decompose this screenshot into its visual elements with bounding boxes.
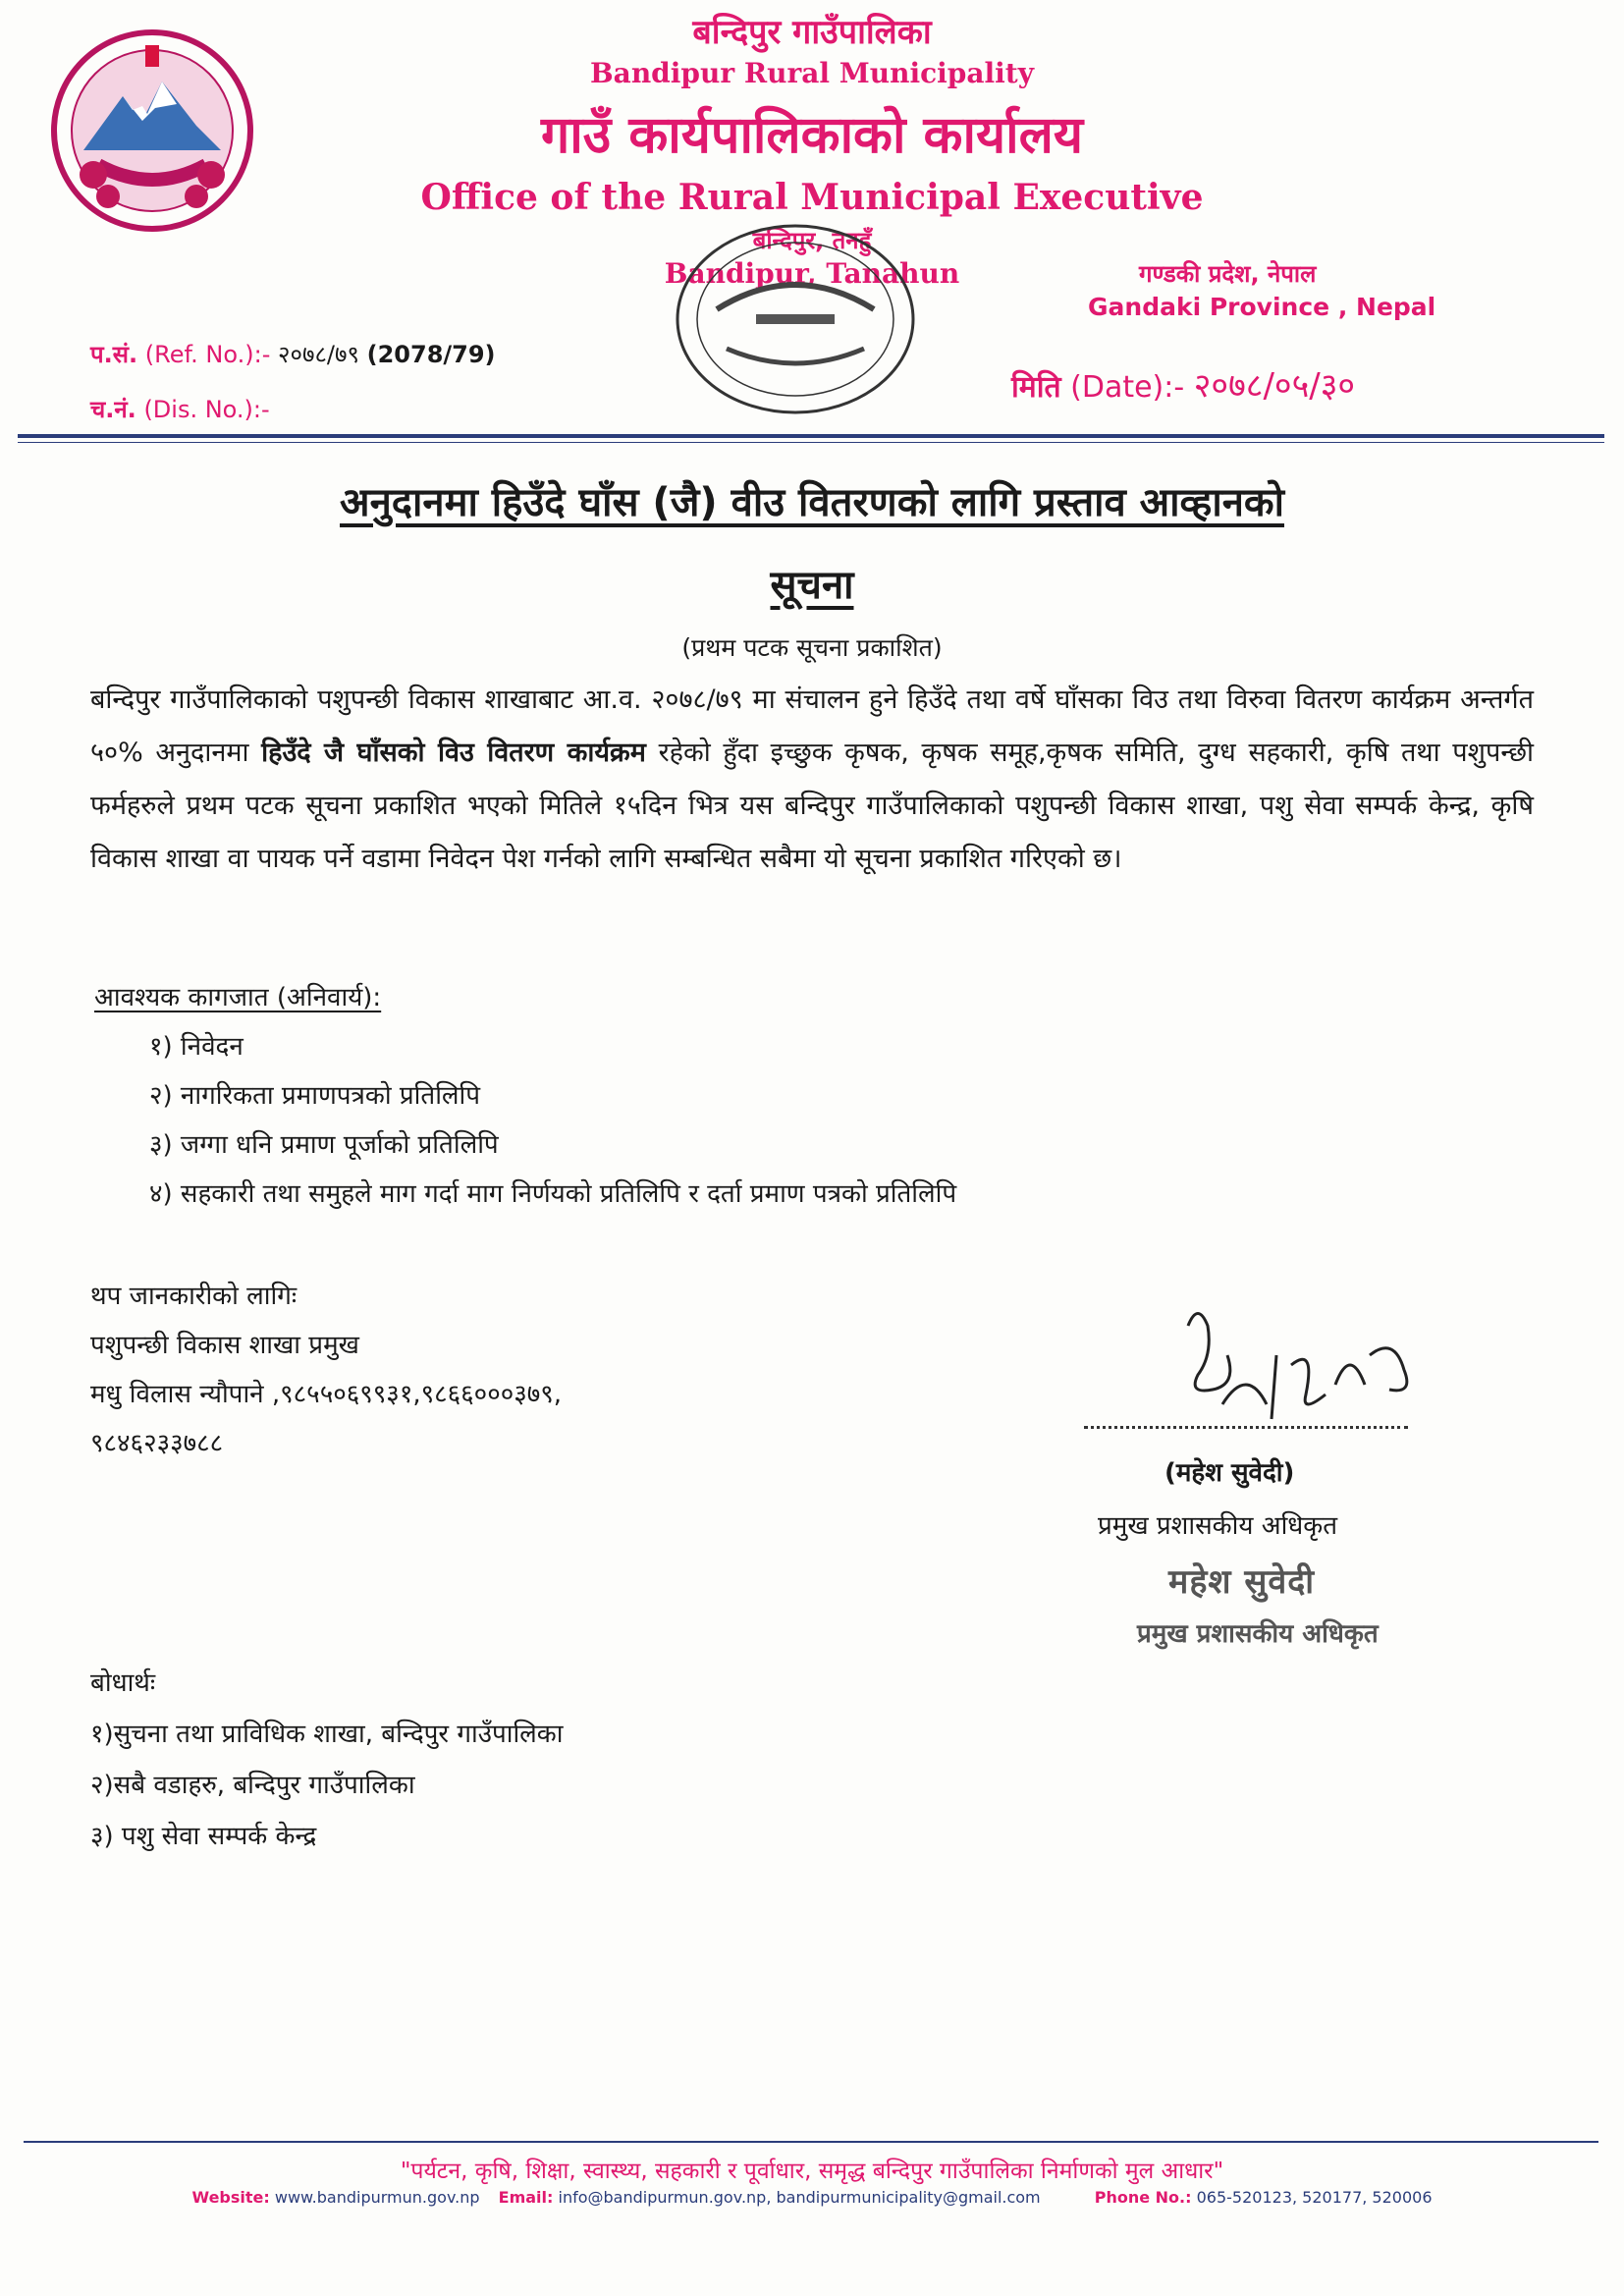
name-stamp: महेश सुवेदी xyxy=(1168,1562,1316,1602)
list-item: २)सबै वडाहरु, बन्दिपुर गाउँपालिका xyxy=(90,1771,415,1800)
header-divider xyxy=(18,434,1604,438)
list-item: १)सुचना तथा प्राविधिक शाखा, बन्दिपुर गाउँपालिका xyxy=(90,1720,564,1749)
footer-motto: "पर्यटन, कृषि, शिक्षा, स्वास्थ्य, सहकारी र पूर्वाधार, समृद्ध बन्दिपुर गाउँपालिका निर्माणको मुल आधार" xyxy=(400,2159,1224,2184)
notice-title-word: सूचना xyxy=(770,563,854,608)
municipality-name-np: बन्दिपुर गाउँपालिका xyxy=(692,13,932,52)
notice-subtitle: (प्रथम पटक सूचना प्रकाशित) xyxy=(681,633,943,662)
title-stamp: प्रमुख प्रशासकीय अधिकृत xyxy=(1137,1619,1379,1649)
email-label: Email: xyxy=(498,2188,554,2207)
header-divider-thin xyxy=(18,442,1604,443)
ref-value-en: (2078/79) xyxy=(366,341,496,368)
phone-label: Phone No.: xyxy=(1094,2188,1192,2207)
province-np: गण्डकी प्रदेश, नेपाल xyxy=(1139,260,1317,288)
dispatch-number xyxy=(90,393,270,425)
cc-heading: बोधार्थः xyxy=(90,1668,156,1698)
contact-heading: थप जानकारीको लागिः xyxy=(90,1282,298,1311)
date-label-np: मिति xyxy=(1011,370,1061,405)
dis-label-en: (Dis. No.):- xyxy=(143,396,270,423)
reference-number xyxy=(90,338,496,370)
address-en: Bandipur, Tanahun xyxy=(664,257,960,290)
date-value: २०७८/०५/३० xyxy=(1193,366,1356,406)
contact-phone: ९८४६२३३७८८ xyxy=(90,1429,224,1458)
footer-divider xyxy=(24,2141,1598,2143)
contact-position: पशुपन्छी विकास शाखा प्रमुख xyxy=(90,1331,359,1360)
list-item: २) नागरिकता प्रमाणपत्रको प्रतिलिपि xyxy=(149,1081,481,1111)
body-text-part1: बन्दिपुर गाउँपालिकाको पशुपन्छी विकास शाखाबाट आ.व. २०७८/७९ मा संचालन हुने हिउँदे तथा वर्षे घाँसका विउ तथा विरुवा वितरण कार्यक्रम अन्तर्गत ५०% अनुदानमा xyxy=(90,684,1534,768)
required-documents-heading: आवश्यक कागजात (अनिवार्य): xyxy=(94,983,382,1012)
province-en: Gandaki Province , Nepal xyxy=(1088,293,1436,321)
phone-numbers: 065-520123, 520177, 520006 xyxy=(1196,2188,1433,2207)
ref-label-np: प.सं. xyxy=(90,341,138,368)
body-text-part2: रहेको हुँदा इच्छुक कृषक, कृषक समूह,कृषक समिति, दुग्ध सहकारी, कृषि तथा पशुपन्छी फर्महरुले प्रथम पटक सूचना प्रकाशित भएको मितिले १५दिन भित्र यस बन्दिपुर गाउँपालिकाको पशुपन्छी विकास शाखा, पशु सेवा सम्पर्क केन्द्र, कृषि विकास शाखा वा पायक पर्ने वडामा निवेदन पेश गर्नको लागि सम्बन्धित सबैमा यो सूचना प्रकाशित गरिएको छ। xyxy=(90,738,1534,874)
address-np: बन्दिपुर, तनहुँ xyxy=(752,227,872,254)
date-label-en: (Date):- xyxy=(1070,370,1185,405)
list-item: ४) सहकारी तथा समुहले माग गर्दा माग निर्णयको प्रतिलिपि र दर्ता प्रमाण पत्रको प्रतिलिपि xyxy=(149,1179,957,1209)
website-label: Website: xyxy=(191,2188,270,2207)
ref-value-np: २०७८/७९ xyxy=(278,341,359,368)
signatory-title: प्रमुख प्रशासकीय अधिकृत xyxy=(1098,1511,1338,1541)
body-text-bold: हिउँदे जै घाँसको विउ वितरण कार्यक्रम xyxy=(261,738,646,768)
office-seal-stamp xyxy=(628,201,962,457)
document-date xyxy=(1011,361,1355,407)
list-item: ३) पशु सेवा सम्पर्क केन्द्र xyxy=(90,1822,317,1851)
municipality-name-en: Bandipur Rural Municipality xyxy=(590,57,1034,89)
email-link[interactable]: info@bandipurmun.gov.np, bandipurmunicipality@gmail.com xyxy=(558,2188,1041,2207)
office-name-en: Office of the Rural Municipal Executive xyxy=(420,177,1204,218)
ref-label-en: (Ref. No.):- xyxy=(144,341,271,368)
contact-name-phone: मधु विलास न्यौपाने ,९८५५०६९९३१,९८६६०००३७९, xyxy=(90,1380,563,1409)
website-link[interactable]: www.bandipurmun.gov.np xyxy=(274,2188,480,2207)
list-item: १) निवेदन xyxy=(149,1032,244,1062)
footer-contact xyxy=(0,2188,1624,2207)
list-item: ३) जग्गा धनि प्रमाण पूर्जाको प्रतिलिपि xyxy=(149,1130,499,1160)
dis-label-np: च.नं. xyxy=(90,396,136,423)
signatory-name: (महेश सुवेदी) xyxy=(1164,1458,1295,1488)
signature-line xyxy=(1084,1426,1408,1429)
notice-body xyxy=(90,674,1534,886)
office-name-np: गाउँ कार्यपालिकाको कार्यालय xyxy=(541,106,1083,165)
handwritten-signature xyxy=(1168,1296,1424,1434)
notice-title: अनुदानमा हिउँदे घाँस (जै) वीउ वितरणको लागि प्रस्ताव आव्हानको xyxy=(340,480,1284,525)
